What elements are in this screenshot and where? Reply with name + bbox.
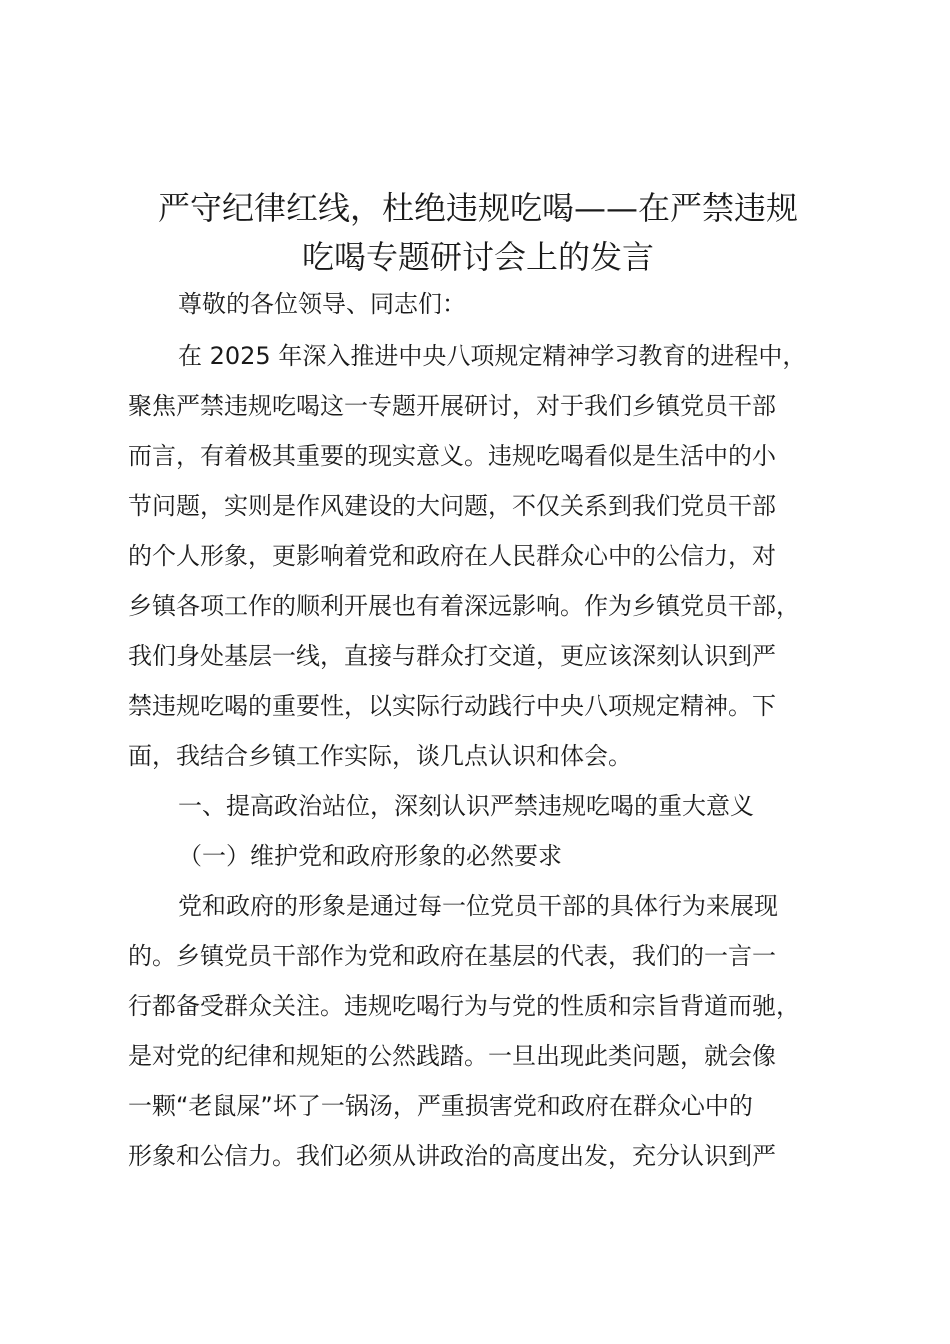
paragraph-line: 党和政府的形象是通过每一位党员干部的具体行为来展现 <box>178 892 778 920</box>
salutation: 尊敬的各位领导、同志们： <box>178 290 466 318</box>
title-line: 吃喝专题研讨会上的发言 <box>301 238 654 276</box>
paragraph-line: 乡镇各项工作的顺利开展也有着深远影响。作为乡镇党员干部， <box>128 592 800 620</box>
title-line: 严守纪律红线，杜绝违规吃喝——在严禁违规 <box>157 189 798 227</box>
paragraph-line: 行都备受群众关注。违规吃喝行为与党的性质和宗旨背道而驰， <box>128 992 800 1020</box>
paragraph-line: 禁违规吃喝的重要性，以实际行动践行中央八项规定精神。下 <box>128 692 776 720</box>
document-title <box>118 184 838 282</box>
section-heading: 一、提高政治站位，深刻认识严禁违规吃喝的重大意义 <box>178 792 754 820</box>
paragraph-line: 形象和公信力。我们必须从讲政治的高度出发，充分认识到严 <box>128 1142 776 1170</box>
paragraph-line: 的个人形象，更影响着党和政府在人民群众心中的公信力，对 <box>128 542 776 570</box>
paragraph-line: 是对党的纪律和规矩的公然践踏。一旦出现此类问题，就会像 <box>128 1042 776 1070</box>
paragraph-line: 在 2025 年深入推进中央八项规定精神学习教育的进程中， <box>178 342 807 370</box>
paragraph-line: 我们身处基层一线，直接与群众打交道，更应该深刻认识到严 <box>128 642 776 670</box>
paragraph-line: 面，我结合乡镇工作实际，谈几点认识和体会。 <box>128 742 632 770</box>
paragraph-line: 而言，有着极其重要的现实意义。违规吃喝看似是生活中的小 <box>128 442 776 470</box>
paragraph-line: 一颗“老鼠屎”坏了一锅汤，严重损害党和政府在群众心中的 <box>128 1092 753 1120</box>
paragraph-line: 聚焦严禁违规吃喝这一专题开展研讨，对于我们乡镇党员干部 <box>128 392 776 420</box>
section-subheading: （一）维护党和政府形象的必然要求 <box>178 842 562 870</box>
paragraph-line: 节问题，实则是作风建设的大问题，不仅关系到我们党员干部 <box>128 492 776 520</box>
paragraph-line: 的。乡镇党员干部作为党和政府在基层的代表，我们的一言一 <box>128 942 776 970</box>
